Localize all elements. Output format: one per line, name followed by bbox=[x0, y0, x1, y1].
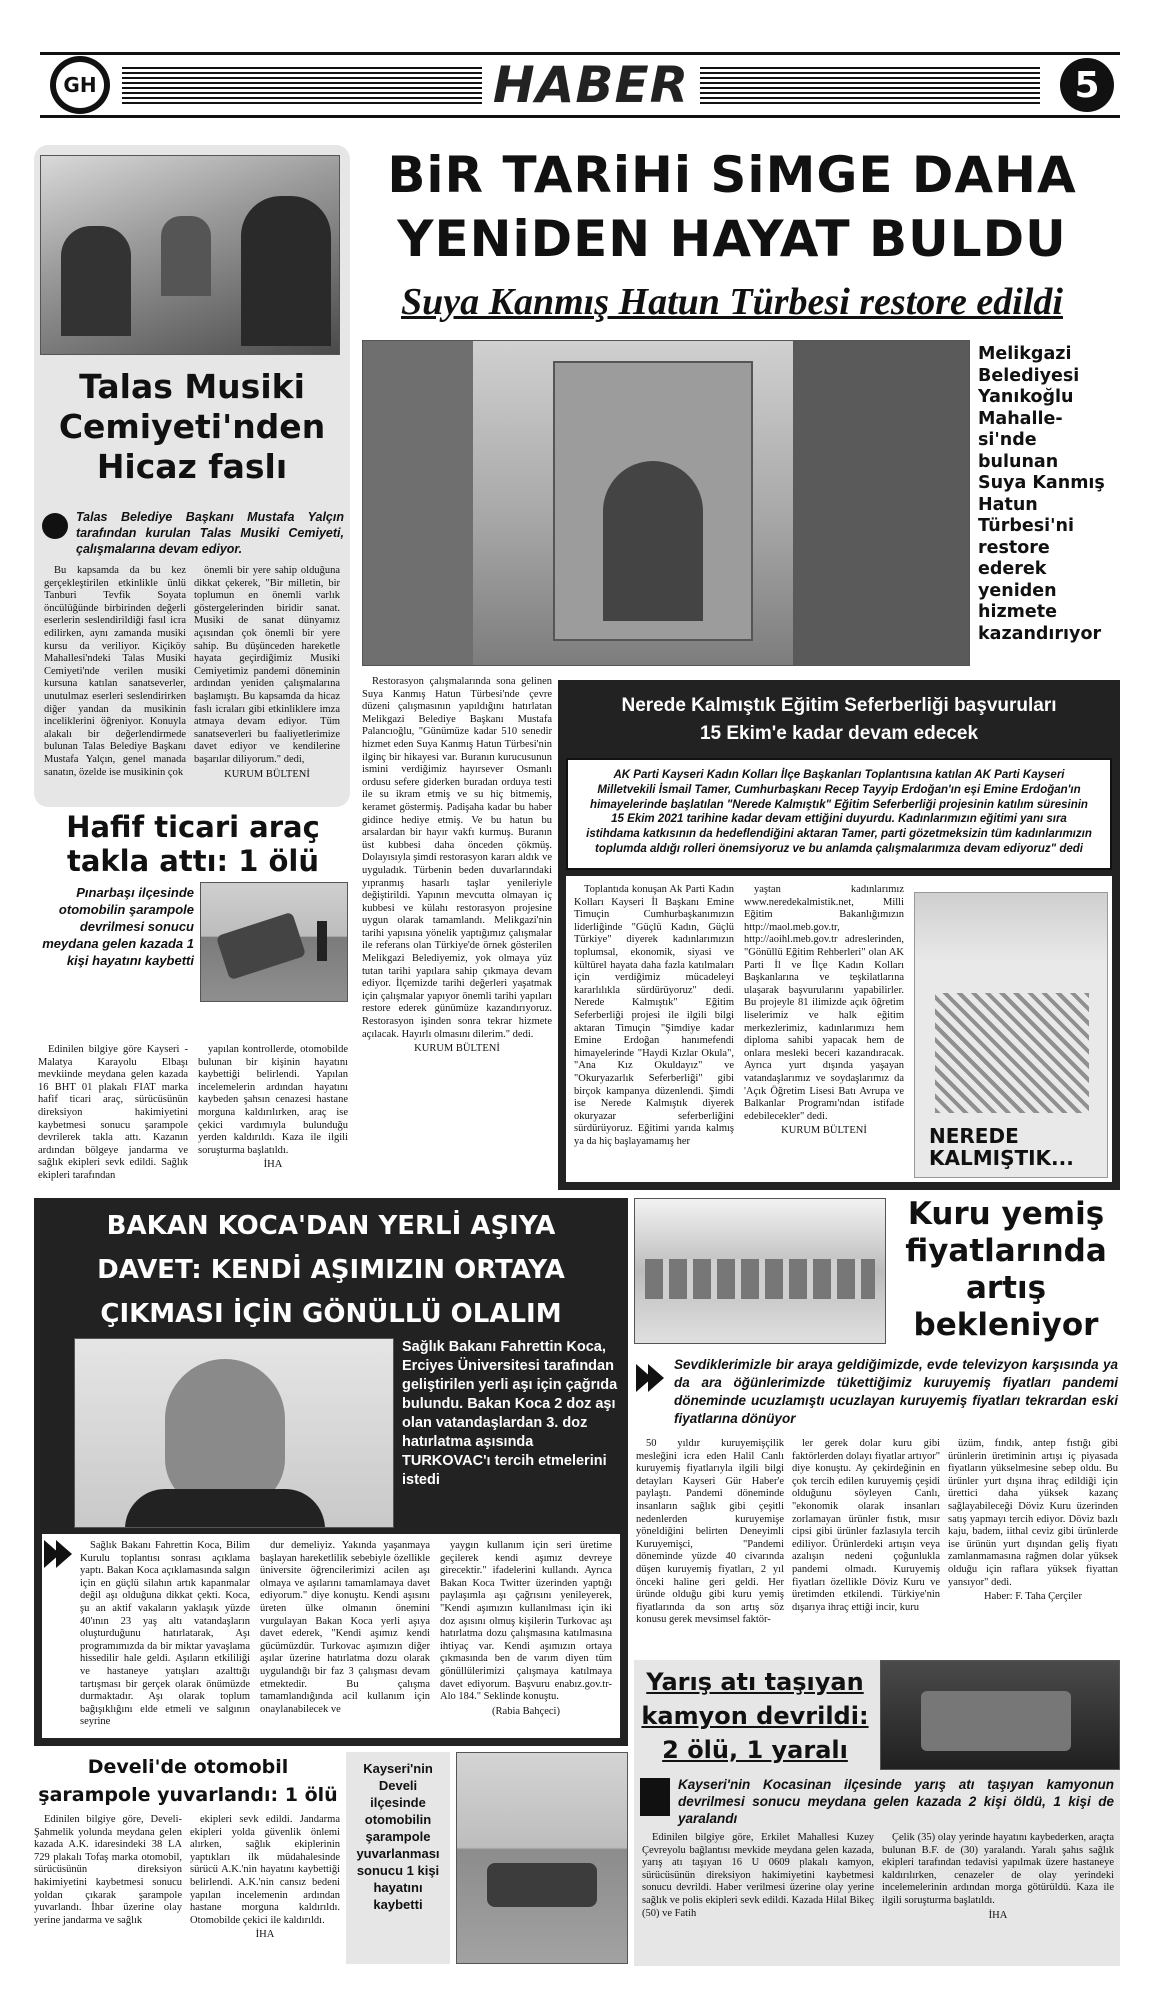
yaris-lead: Kayseri'nin Kocasinan ilçesinde yarış atı taşıyan kamyonun devrilmesi sonucu meydana gelen kazada 2 kişi öldü, 1 kişi de yaralandı bbox=[678, 1777, 1114, 1826]
yaris-headline-line2: kamyon devrildi: bbox=[641, 1702, 869, 1730]
kuru-col1 bbox=[636, 1438, 784, 1654]
page-header bbox=[40, 52, 1120, 118]
talas-signature: KURUM BÜLTENİ bbox=[224, 768, 310, 780]
main-body-text: Restorasyon çalışmalarında sona gelinen Suya Kanmış Hatun Türbesi'nde çevre düzeni çalışmasının yapıldığını hatırlatan Melikgazi Belediye Başkanı Mustafa Palancıoğlu, "Günümüze kadar 510 senedir hizmet eden Suya Kanmış Hatun Türbesi'nin ilginç bir hikayesi var. Buranın kurucusunun ismini verdiğimiz hayırsever Osmanlı ordusu sefere giderken buradan orduya testi ile su ikram etmiş ve su hiç bitmemiş, keramet göstermiş. Padişaha kadar bu haber gidince hediye etmiş. Ve bu hatun bu arsalardan bir hayır vakfı kurmuş. Buranın üst kubbesi daha önceden çökmüş. Dolayısıyla şimdi restorasyon kararı aldık ve uyguladık. Türbenin beden duvarlarındaki yıpranmış hasarlı taşlar yenileriyle değiştirildi. Yapının mevcutta olmayan iç kubbesi ve külahı restorasyon projesine uygun olarak tamamlandı. Melikgazi'nin tarihi yapısına yönelik yaptığımız çalışmalar ile referans olan Türkiye'de örnek gösterilen Melikgazi Belediyemiz, yok olmaya yüz tutan tarihi yapılara sahip çıkmaya devam ediyor. İlçemizde tarihi değerleri yaşatmak için çalışmalar yapıyor önemli tarihi yapıları restore ederek günümüze kazandırıyoruz. Restorasyon işinden sonra tekrar hizmete açılacak. Hayırlı olmasını dilerim." dedi. bbox=[362, 676, 552, 1040]
main-body bbox=[362, 676, 552, 1190]
bakan-lead: Sağlık Bakanı Fahrettin Koca, Erciyes Üniversitesi tarafından geliştirilen yerli aşı için çağrıda bulundu. Bakan Koca 2 doz aşı olan vatandaşlardan 3. doz hatırlatma aşısında TURKOVAC'ı tercih etmelerini istedi bbox=[402, 1339, 618, 1488]
main-headline-line2: YENiDEN HAYAT BULDU bbox=[397, 210, 1067, 268]
main-subheadline: Suya Kanmış Hatun Türbesi restore edildi bbox=[401, 281, 1063, 323]
yaris-square-icon bbox=[640, 1778, 670, 1816]
bakan-col2 bbox=[260, 1540, 430, 1734]
kuru-col1-text: 50 yıldır kuruyemişçilik mesleğini icra eden Halil Canlı kuruyemiş fiyatlarıyla ilgili bilgi detayları Kayseri Gür Haber'e paylaştı. Pandemi döneminde insanların sağlık gibi çeşitli nedenlerden kuruyemişe yöneldiğini belirten Deneyimli Kuruyemişci, "Pandemi döneminde yüzde 40 civarında düşen kuruyemiş fiyatları, 2 yıl önceki haline geri geldi. Her üründe olduğu gibi kuru yemiş fiyatlarında da son artış söz konusu gerek mevsimsel faktör- bbox=[636, 1438, 784, 1626]
bakan-photo bbox=[74, 1338, 394, 1528]
nerede-poster bbox=[914, 892, 1108, 1178]
develi-caption-box bbox=[346, 1752, 450, 1964]
bakan-col3-text: yaygın kullanım için seri üretime geçilerek kendi aşımız devreye girecektir." ifadelerini kullandı. Ayrıca Bakan Koca Twitter üzerinden yaptığı paylaşımla aşı çağrısını yenileyerek, "Kendi aşımızın kullanılması için iki doz aşısını olmuş kişilerin Turkovac aşı hatırlatma dozu çalışmasına katılmasına ihtiyaç var. Kendi aşımızın ortaya çıkmasında ben de varım diyen tüm gönüllülerimizi çalışmaya katılmaya davet ediyorum. Başvuru enabız.gov.tr- Alo 184." Seklinde konuştu. bbox=[440, 1540, 612, 1703]
develi-signature: İHA bbox=[255, 1929, 275, 1941]
yaris-photo bbox=[880, 1660, 1120, 1770]
yaris-col2-text: Çelik (35) olay yerinde hayatını kaybederken, araçta bulunan B.F. de (30) yaralandı. Yaralı şahıs sağlık ekipleri tarafından tedavisi yapılmak üzere hastaneye kaldırılırken, cenazeler de olay yerindeki incelemelerinin ardından morga götürüldü. Kaza ile ilgili soruşturma başlatıldı. bbox=[882, 1832, 1114, 1906]
nerede-headline-line2: 15 Ekim'e kadar devam edecek bbox=[699, 723, 979, 744]
header-stripe-right bbox=[700, 66, 1040, 104]
develi-photo bbox=[456, 1752, 628, 1964]
develi-col1-text: Edinilen bilgiye göre, Develi-Şahmelik yolunda meydana gelen kazada A.K. idaresindeki 38 LA 729 plakalı Tofaş marka otomobil, sürücüsünün direksiyon hakimiyetini kaybetmesi sonucu yoldan çıkarak şarampole yuvarlandı. İhbar üzerine olay yerine jandarma ve sağlık bbox=[34, 1814, 182, 1926]
yaris-col1-text: Edinilen bilgiye göre, Erkilet Mahallesi Kuzey Çevreyolu bağlantısı mevkide meydana gelen kazada, yarış atı taşıyan 16 U 0609 plakalı kamyon, sürücüsünün direksiyon hakimiyetini kaybetmesi sonucu devrildi. Haber verilmesi üzerine olay yerine sağlık ve polis ekipleri sevk edildi. Kazada Hilal Bikeç (50) ve Fatih bbox=[642, 1832, 874, 1919]
kuru-arrow-icon bbox=[636, 1364, 664, 1397]
logo bbox=[50, 56, 110, 114]
section-title: HABER bbox=[492, 56, 690, 114]
nerede-col2-text: yaştan kadınlarımız www.neredekalmistik.net, Milli Eğitim Bakanlığımızın http://maol.meb.gov.tr, http://aoihl.meb.gov.tr adreslerinden, "Gönüllü Eğitim Rehberleri" olan AK Parti İl ve İlçe Kadın Kolları Başkanlarına ve teşkilatlarına ulaşarak başvurularını yapabilirler. Bu projeyle 81 ilimizde açık öğretim liselerimiz ve halk eğitim merkezlerimiz, kadınlarımızı hem diploma sahibi yapacak hem de onlara mesleki beceri kazandıracak. Ayrıca yurt dışında yaşayan vatandaşlarımız ve soydaşlarımız da 'Açık Öğretim Lisesi Batı Avrupa ve Balkanlar Programı'ndan istifade edebilecekler" dedi. bbox=[744, 884, 904, 1122]
develi-headline-line2: şarampole yuvarlandı: 1 ölü bbox=[38, 1784, 338, 1806]
bakan-headline-line2: DAVET: KENDİ AŞIMIZIN ORTAYA bbox=[97, 1255, 565, 1285]
bakan-headline-line3: ÇIKMASI İÇİN GÖNÜLLÜ OLALIM bbox=[100, 1299, 562, 1329]
hafif-headline: Hafif ticari araç takla attı: 1 ölü bbox=[66, 810, 320, 878]
yaris-story bbox=[634, 1660, 1120, 1966]
kuru-col3-text: üzüm, fındık, antep fıstığı gibi ürünlerin üretiminin artışı iç piyasada fiyatların yükselmesine sebep oldu. Bu ürünler yurt dışına ihraç edildiği için ürettici daha yüksek kazanç sağlayabileceği Döviz Kuru üzerinden satış yapmayı tercih ediyor. Döviz bazlı kaju, badem, iithal ceviz gibi ürünlerde ise ürünün yurt dışından geliş fiyatı zamlanmamasına rağmen dolar yüksek olduğu için raflara yüksek fiyattan yansıyor" dedi. bbox=[948, 1438, 1118, 1588]
yaris-signature: İHA bbox=[988, 1909, 1008, 1921]
header-rule-bottom bbox=[40, 115, 1120, 118]
talas-photo bbox=[40, 155, 340, 355]
talas-col2-text: önemli bir yere sahip olduğuna dikkat çekerek, "Bir milletin, bir toplumun en önemli varlık göstergelerinden biridir sanat. Musiki de sanat dünyamız açısından çok önemli bir yere sahip. Bu düşünceden hareketle hayata geçirdiğimiz Musiki Cemiyetimiz pandemi döneminin ardından yeniden çalışmalarına başlamıştı. Bu kapsamda da hicaz faslı icraları gibi etkinliklere imza atmaya devam ediyor. Tüm sanatseverleri bu faaliyetlerimize davet ediyor ve kendilerine başarılar diliyorum." dedi, bbox=[194, 565, 340, 765]
talas-bullet-icon bbox=[42, 513, 68, 539]
talas-col1 bbox=[44, 565, 186, 801]
develi-story bbox=[34, 1752, 628, 1966]
logo-text: GH bbox=[63, 73, 97, 97]
kuru-col2-text: ler gerek dolar kuru gibi faktörlerden dolayı fiyatlar artıyor" diye konuştu. Ay çekirdeğinin en çok tercih edilen kuruyemiş çeşidi olduğunu söyleyen Canlı, "ekonomik olarak insanları zorlamayan ürünler fıstık, mısır cipsi gibi ürünler fazlasıyla tercih ediliyor. Ürünlerdeki artışın veya azalışın nedeni çoğunlukla pandemi olmadı. Kuruyemiş fiyatları özellikle Döviz Kuru ve üretimden etkilendi. Türkiye'nin dışarıya ihraç ettiği incir, kuru bbox=[792, 1438, 940, 1613]
kuru-photo bbox=[634, 1198, 886, 1344]
main-headline-line1: BiR TARiHi SiMGE DAHA bbox=[387, 146, 1077, 204]
bakan-arrow-icon bbox=[44, 1540, 72, 1573]
talas-story bbox=[34, 145, 350, 807]
bakan-col2-text: dur demeliyiz. Yakında yaşanmaya başlayan hareketlilik sebebiyle özellikle üniversite öğrencilerimizi acilen aşı olmaya ve aşılarını tamamlamaya davet ediyorum." diye konuştu. Kendi aşısını üreten ülke olmanın önemini vurgulayan Bakan Koca yerli aşıya davet ederek, "Kendi aşımız kendi gücümüzdür. Turkovac aşımızın diğer aşılar üzerine hatırlatma dozu olarak uygulandığı bir faz 3 çalışması devam etmektedir. Bu çalışma tamamlandığında acil kullanım için onaylanabilecek ve bbox=[260, 1540, 430, 1715]
hafif-col1-text: Edinilen bilgiye göre Kayseri - Malatya Karayolu Elbaşı mevkiinde meydana gelen kazada 16 BHT 01 plakalı FIAT marka hafif ticari araç, sürücüsünün direksiyon hakimiyetini kaybetmesi sonucu şarampole devrilerek takla attı. Kazanın ardından bölgeye jandarma ve sağlık ekipleri sevk edildi. Sağlık ekipleri tarafından bbox=[38, 1044, 188, 1181]
nerede-poster-text: NEREDE KALMIŞTIK... bbox=[929, 1124, 1074, 1170]
nerede-lead: AK Parti Kayseri Kadın Kolları İlçe Başkanları Toplantısına katılan AK Parti Kayseri Milletvekili İsmail Tamer, Cumhurbaşkanı Recep Tayyip Erdoğan'ın eşi Emine Erdoğan'ın himayelerinde başlatılan "Nerede Kalmıştık" Eğitim Seferberliği projesinin katılım süresinin 15 Ekim 2021 tarihine kadar devam ettiğini duyurdu. Kadınlarımızın eğitimi yanı sıra istihdama katkısının da hedeflendiğini aktaran Tamer, parti gözetmeksizin tüm kadınlarımızın toplumda aldığı rolleri önemsiyoruz ve bu anlamda çalışmalarımıza devam ediyoruz" dedi bbox=[586, 769, 1092, 855]
hafif-lead: Pınarbaşı ilçesinde otomobilin şarampole devrilmesi sonucu meydana gelen kazada 1 kişi hayatını kaybetti bbox=[42, 885, 194, 968]
hafif-col1 bbox=[38, 1044, 188, 1194]
develi-col1 bbox=[34, 1814, 182, 1964]
develi-col2-text: ekipleri sevk edildi. Jandarma ekipleri yolda güvenlik önlemi alırken, sağlık ekiplerinin yaptıkları ilk müdahalesinde sürücü A.K.'nin hayatını kaybettiği belirlendi. A.K.'nin cansız bedeni yapılan incelemenin ardından hastane morguna kaldırıldı. Otomobilde çekici ile kaldırıldı. bbox=[190, 1814, 340, 1926]
header-stripe-left bbox=[122, 66, 482, 104]
develi-headline-line1: Develi'de otomobil bbox=[87, 1756, 289, 1778]
kuru-col2 bbox=[792, 1438, 940, 1654]
hafif-col2-text: yapılan kontrollerde, otomobilde bulunan bir kişinin hayatını kaybettiği belirlendi. Yapılan incelemelerin ardından hayatını kaybeden şahsın cenazesi hastane morguna kaldırılırken, araç ise çekici vardımıyla bulunduğu yerden kaldırıldı. Kaza ile ilgili soruşturma başlatıldı. bbox=[198, 1044, 348, 1156]
bakan-headline-line1: BAKAN KOCA'DAN YERLİ AŞIYA bbox=[106, 1211, 556, 1241]
page-number-badge bbox=[1060, 58, 1114, 112]
bakan-col1 bbox=[80, 1540, 250, 1734]
talas-col2 bbox=[194, 565, 340, 801]
bakan-col3 bbox=[440, 1540, 612, 1734]
page-number: 5 bbox=[1074, 64, 1100, 106]
develi-side-caption: Kayseri'nin Develi ilçesinde otomobilin şarampole yuvarlanması sonucu 1 kişi hayatını kaybetti bbox=[356, 1761, 440, 1912]
talas-lead: Talas Belediye Başkanı Mustafa Yalçın tarafından kurulan Talas Musiki Cemiyeti, çalışmalarına devam ediyor. bbox=[76, 510, 344, 556]
yaris-headline-line3: 2 ölü, 1 yaralı bbox=[662, 1736, 848, 1764]
develi-col2 bbox=[190, 1814, 340, 1964]
kuru-lead: Sevdiklerimizle bir araya geldiğimizde, evde televizyon karşısında ya da ara öğünlerimizde tükettiğimiz kuruyemiş fiyatları pandemi döneminde ucuzlamıştı ucuzlayan kuruyemiş fiyatları tekrardan eski fiyatlarına dönüyor bbox=[674, 1357, 1118, 1426]
nerede-col1 bbox=[574, 884, 734, 1178]
nerede-signature: KURUM BÜLTENİ bbox=[781, 1125, 867, 1137]
bakan-col1-text: Sağlık Bakanı Fahrettin Koca, Bilim Kurulu toplantısı sonrası açıklama yaptı. Bakan Koca açıklamasında salgın için en güçlü silahın artık kapanmalar değil aşı olduğuna dikkat çekti. Koca, şu an aktif vakaların yaklaşık yüzde 40'ının 23 yaş altı vatandaşların oluşturduğunu hatırlatarak, Aşı programımızda da bir miktar yavaşlama hissedilir hale geldi. Aşıların etkililiği ve hastaneye yatışları azalttığı tartışması bir gerçek olarak önümüzde durmaktadır. Aşı olarak toplum bağışıklığını elde etmeli ve salgının seyrine bbox=[80, 1540, 250, 1728]
nerede-headline-line1: Nerede Kalmıştık Eğitim Seferberliği başvuruları bbox=[621, 695, 1057, 716]
main-signature: KURUM BÜLTENİ bbox=[414, 1043, 500, 1055]
bakan-story bbox=[34, 1198, 628, 1746]
header-rule-top bbox=[40, 52, 1120, 55]
nerede-story bbox=[558, 680, 1120, 1190]
hafif-photo bbox=[200, 882, 348, 1002]
kuru-col3 bbox=[948, 1438, 1118, 1654]
nerede-col2 bbox=[744, 884, 904, 1178]
kuru-signature: Haber: F. Taha Çerçiler bbox=[984, 1591, 1082, 1603]
yaris-col2 bbox=[882, 1832, 1114, 1962]
main-photo bbox=[362, 340, 970, 666]
bakan-signature: (Rabia Bahçeci) bbox=[492, 1705, 560, 1717]
hafif-col2 bbox=[198, 1044, 348, 1194]
talas-col1-text: Bu kapsamda da bu kez gerçekleştirilen etkinlikle ünlü Tanburi Tevfik Soyata öncülüğünde birbirinden değerli eserlerin seslendirildiği fasıl icra edilirken, aynı zamanda musiki kursu da veriliyor. Kiçiköy Mahallesi'ndeki Talas Musiki Cemiyeti'nde verilen musiki kursuna katılan sanatseverler, unutulmaz eserleri seslendirirken diğer yandan da musikinin inceliklerini öğreniyor. Konuyla alakalı bir değerlendirmede bulunan Talas Belediye Başkanı Mustafa Yalçın, genel manada sanatın, özelde ise musikinin çok bbox=[44, 565, 186, 778]
yaris-headline-line1: Yarış atı taşıyan bbox=[646, 1668, 864, 1696]
nerede-col1-text: Toplantıda konuşan Ak Parti Kadın Kolları Kayseri İl Başkanı Emine Timuçin Cumhurbaşkanımızın liderliğinde "Güçlü Kadın, Güçlü Türkiye" diyerek kadınlarımızın toplumsal, ekonomik, siyasi ve kültürel hayata daha fazla katılmaları için verdiğimiz mücadeleyi kararlılıkla sürdürüyoruz" dedi. Nerede Kalmıştık" Eğitim Seferberliği projesi ile ilgili bilgi aktaran Timuçin "Şimdiye kadar Emine Erdoğan hanımefendi himayelerinde "Haydi Kızlar Okula", "Ana Kız Okuldayız" ve "Okuryazarlık Seferberliği" gibi birçok kampanya düzenlendi. Şimdi ise Nerede Kalmıştık diyerek okuryazar seferberliğini sürdürüyoruz. Eğitimi yarıda kalmış ya da hiç başlayamamış her bbox=[574, 884, 734, 1147]
talas-headline: Talas Musiki Cemiyeti'nden Hicaz faslı bbox=[58, 367, 326, 486]
nerede-lead-box bbox=[566, 758, 1112, 870]
kuru-headline: Kuru yemiş fiyatlarında artış bekleniyor bbox=[905, 1196, 1107, 1343]
hafif-signature: İHA bbox=[263, 1159, 283, 1171]
main-side-caption: Melikgazi Belediyesi Yanıkoğlu Mahalle-si'nde bulunan Suya Kanmış Hatun Türbesi'ni restore ederek yeniden hizmete kazandırıyor bbox=[978, 344, 1105, 644]
yaris-col1 bbox=[642, 1832, 874, 1962]
